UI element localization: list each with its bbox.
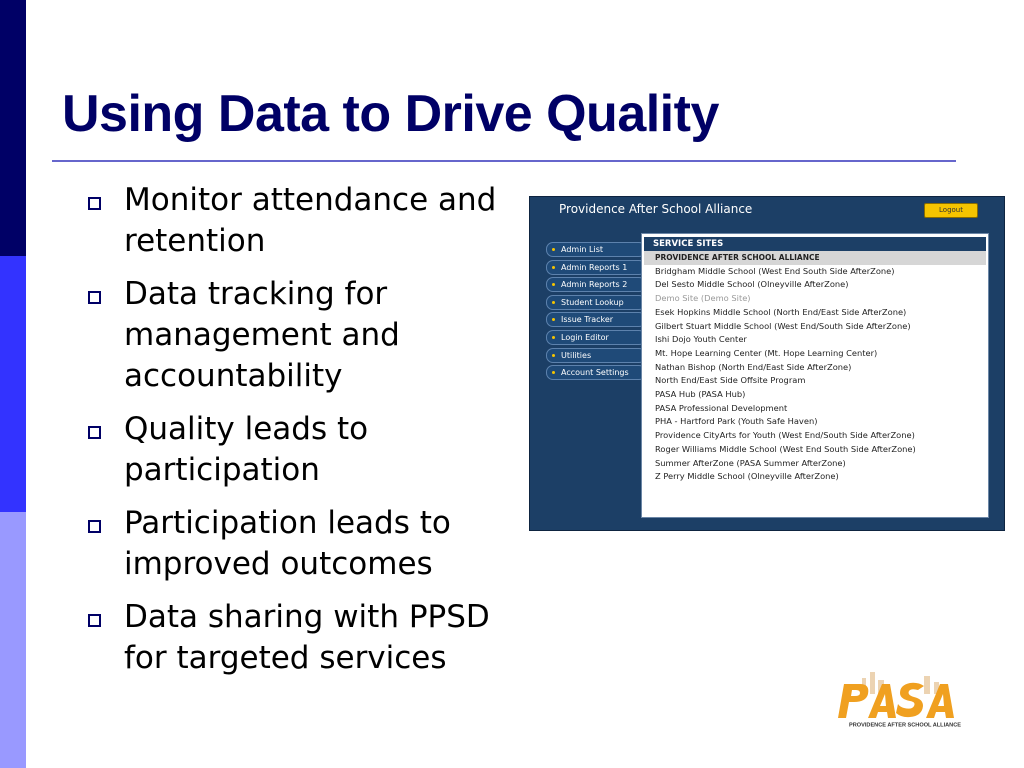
nav-item-utilities[interactable]: [546, 348, 646, 363]
bullet-dot-icon: [552, 371, 555, 374]
site-item[interactable]: Nathan Bishop (North End/East Side AfterZone): [655, 361, 852, 372]
site-item[interactable]: Providence CityArts for Youth (West End/South Side AfterZone): [655, 430, 915, 441]
bullet-dot-icon: [552, 318, 555, 321]
site-item[interactable]: Gilbert Stuart Middle School (West End/South Side AfterZone): [655, 320, 911, 331]
bullet-text: Data sharing with PPSD for targeted services: [124, 599, 490, 676]
bullet-list: [86, 180, 506, 691]
bullet-item: [86, 274, 506, 397]
nav-item-admin-list[interactable]: [546, 242, 646, 257]
square-bullet-icon: [88, 197, 101, 210]
bullet-dot-icon: [552, 283, 555, 286]
site-list: [642, 251, 988, 484]
site-item[interactable]: Z Perry Middle School (Olneyville AfterZone): [655, 471, 839, 482]
site-item[interactable]: Roger Williams Middle School (West End South Side AfterZone): [655, 443, 916, 454]
square-bullet-icon: [88, 614, 101, 627]
bullet-dot-icon: [552, 336, 555, 339]
site-item[interactable]: PHA - Hartford Park (Youth Safe Haven): [655, 416, 818, 427]
app-header: [530, 197, 1004, 223]
nav-item-label: Student Lookup: [561, 297, 624, 307]
bullet-dot-icon: [552, 354, 555, 357]
bullet-text: Monitor attendance and retention: [124, 182, 497, 259]
panel-title: SERVICE SITES: [644, 237, 986, 251]
bullet-item: [86, 597, 506, 679]
site-item[interactable]: Mt. Hope Learning Center (Mt. Hope Learning Center): [655, 347, 878, 358]
bullet-dot-icon: [552, 248, 555, 251]
site-item[interactable]: PASA Hub (PASA Hub): [655, 389, 746, 400]
bullet-item: [86, 409, 506, 491]
site-item[interactable]: North End/East Side Offsite Program: [655, 375, 806, 386]
nav-item-label: Login Editor: [561, 332, 609, 342]
bullet-text: Quality leads to participation: [124, 411, 369, 488]
bullet-item: [86, 180, 506, 262]
logout-button[interactable]: Logout: [924, 203, 978, 218]
title-underline: [52, 160, 956, 162]
nav-item-admin-reports-2[interactable]: [546, 277, 646, 292]
nav-item-admin-reports-1[interactable]: [546, 260, 646, 275]
app-screenshot: [529, 196, 1005, 531]
nav-item-label: Admin Reports 2: [561, 280, 628, 290]
bullet-dot-icon: [552, 301, 555, 304]
square-bullet-icon: [88, 426, 101, 439]
site-item[interactable]: Ishi Dojo Youth Center: [655, 334, 747, 345]
bullet-item: [86, 503, 506, 585]
nav-item-issue-tracker[interactable]: [546, 312, 646, 327]
left-accent-bar-top: [0, 0, 26, 256]
site-item-selected[interactable]: PROVIDENCE AFTER SCHOOL ALLIANCE: [644, 251, 986, 265]
left-accent-bar-middle: [0, 256, 26, 512]
nav-item-label: Admin Reports 1: [561, 262, 628, 272]
left-accent-bar-bottom: [0, 512, 26, 768]
square-bullet-icon: [88, 520, 101, 533]
site-item[interactable]: Bridgham Middle School (West End South Side AfterZone): [655, 265, 895, 276]
nav-item-label: Utilities: [561, 350, 592, 360]
pasa-logo: [834, 668, 970, 730]
admin-nav-menu: [546, 242, 646, 383]
site-item[interactable]: Esek Hopkins Middle School (North End/East Side AfterZone): [655, 306, 907, 317]
nav-item-label: Account Settings: [561, 368, 629, 378]
nav-item-account-settings[interactable]: [546, 365, 646, 380]
service-sites-panel: [641, 233, 989, 518]
bullet-text: Participation leads to improved outcomes: [124, 505, 451, 582]
slide-title: Using Data to Drive Quality: [62, 85, 719, 143]
square-bullet-icon: [88, 291, 101, 304]
site-item[interactable]: PASA Professional Development: [655, 402, 788, 413]
site-item[interactable]: Del Sesto Middle School (Olneyville AfterZone): [655, 279, 849, 290]
nav-item-label: Admin List: [561, 245, 604, 254]
bullet-dot-icon: [552, 266, 555, 269]
nav-item-student-lookup[interactable]: [546, 295, 646, 310]
bullet-text: Data tracking for management and accountability: [124, 276, 400, 394]
app-title: Providence After School Alliance: [559, 202, 753, 216]
site-item-disabled[interactable]: Demo Site (Demo Site): [655, 293, 751, 304]
site-item[interactable]: Summer AfterZone (PASA Summer AfterZone): [655, 457, 846, 468]
nav-item-login-editor[interactable]: [546, 330, 646, 345]
logo-subtitle: PROVIDENCE AFTER SCHOOL ALLIANCE: [849, 722, 961, 729]
nav-item-label: Issue Tracker: [561, 315, 614, 325]
